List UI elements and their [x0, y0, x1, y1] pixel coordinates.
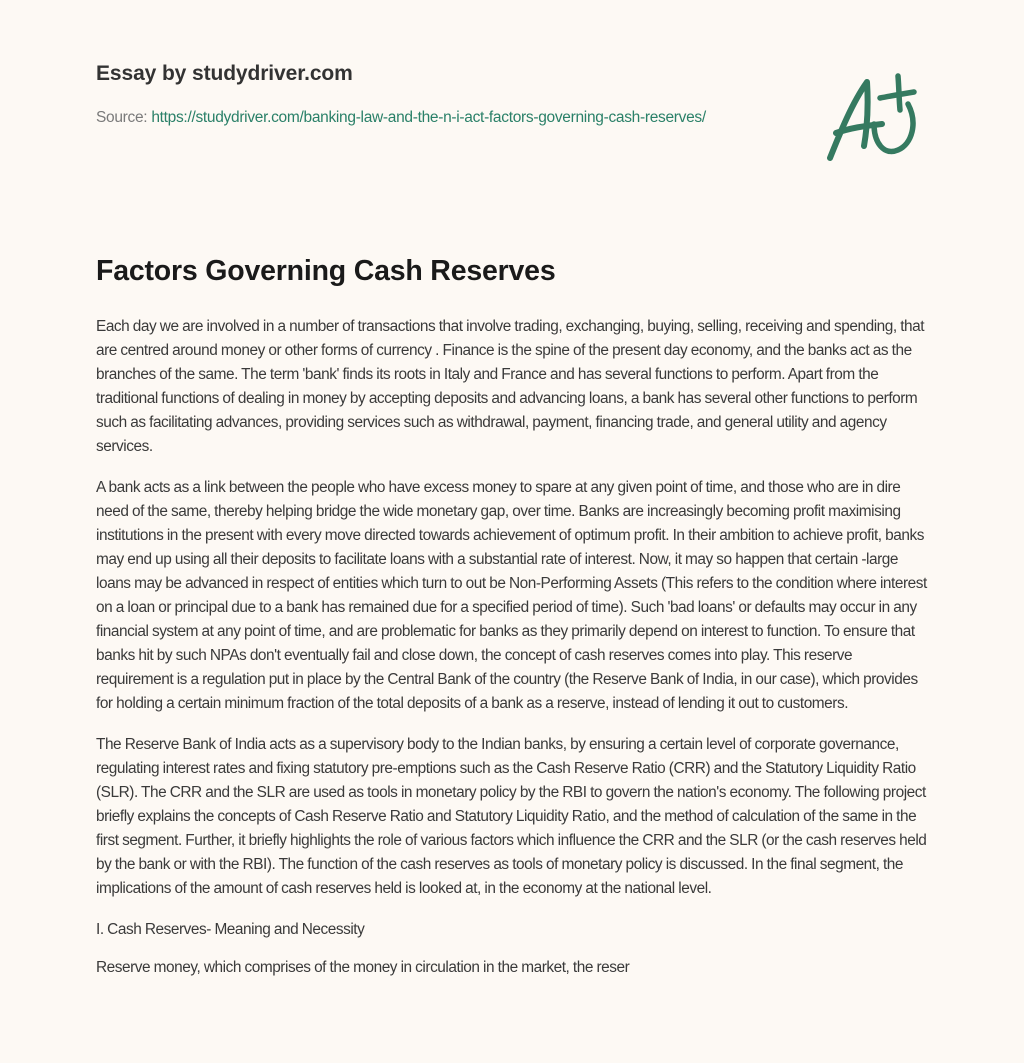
article-body — [96, 315, 928, 997]
section-heading: I. Cash Reserves- Meaning and Necessity — [96, 921, 365, 938]
truncated-paragraph: Reserve money, which comprises of the money in circulation in the market, the reser — [96, 959, 630, 976]
paragraph: Each day we are involved in a number of transactions that involve trading, exchanging, buying, selling, receiving and spending, that are centred around money or other forms of currency . Finance is the spine of the present day economy, and the banks act as the branches of the same. The term 'bank' finds its roots in Italy and France and has several functions to perform. Apart from the traditional functions of dealing in money by accepting deposits and advancing loans, a bank has several other functions to perform such as facilitating advances, providing services such as withdrawal, payment, financing trade, and general utility and agency services. — [96, 318, 925, 455]
site-title: Essay by studydriver.com — [96, 62, 353, 85]
source-link[interactable]: https://studydriver.com/banking-law-and-the-n-i-act-factors-governing-cash-reserves/ — [151, 109, 706, 126]
a-plus-grade-icon — [822, 68, 932, 168]
page-header — [96, 62, 756, 129]
source-line — [96, 106, 756, 129]
source-label: Source: — [96, 109, 152, 126]
paragraph: The Reserve Bank of India acts as a supervisory body to the Indian banks, by ensuring a certain level of corporate governance, regulating interest rates and fixing statutory pre-emptions such as the Cash Reserve Ratio (CRR) and the Statutory Liquidity Ratio (SLR). The CRR and the SLR are used as tools in monetary policy by the RBI to govern the nation's economy. The following project briefly explains the concepts of Cash Reserve Ratio and Statutory Liquidity Ratio, and the method of calculation of the same in the first segment. Further, it briefly highlights the role of various factors which influence the CRR and the SLR (or the cash reserves held by the bank or with the RBI). The function of the cash reserves as tools of monetary policy is discussed. In the final segment, the implications of the amount of cash reserves held is looked at, in the economy at the national level. — [96, 736, 927, 897]
paragraph: A bank acts as a link between the people who have excess money to spare at any given point of time, and those who are in dire need of the same, thereby helping bridge the wide monetary gap, over time. Banks are increasingly becoming profit maximising institutions in the present with every move directed towards achievement of optimum profit. In their ambition to achieve profit, banks may end up using all their deposits to facilitate loans with a substantial rate of interest. Now, it may so happen that certain -large loans may be advanced in respect of entities which turn to out be Non-Performing Assets (This refers to the condition where interest on a loan or principal due to a bank has remained due for a specified period of time). Such 'bad loans' or defaults may occur in any financial system at any point of time, and are problematic for banks as they primarily depend on interest to function. To ensure that banks hit by such NPAs don't eventually fail and close down, the concept of cash reserves comes into play. This reserve requirement is a regulation put in place by the Central Bank of the country (the Reserve Bank of India, in our case), which provides for holding a certain minimum fraction of the total deposits of a bank as a reserve, instead of lending it out to customers. — [96, 479, 927, 712]
article-title: Factors Governing Cash Reserves — [96, 255, 556, 287]
